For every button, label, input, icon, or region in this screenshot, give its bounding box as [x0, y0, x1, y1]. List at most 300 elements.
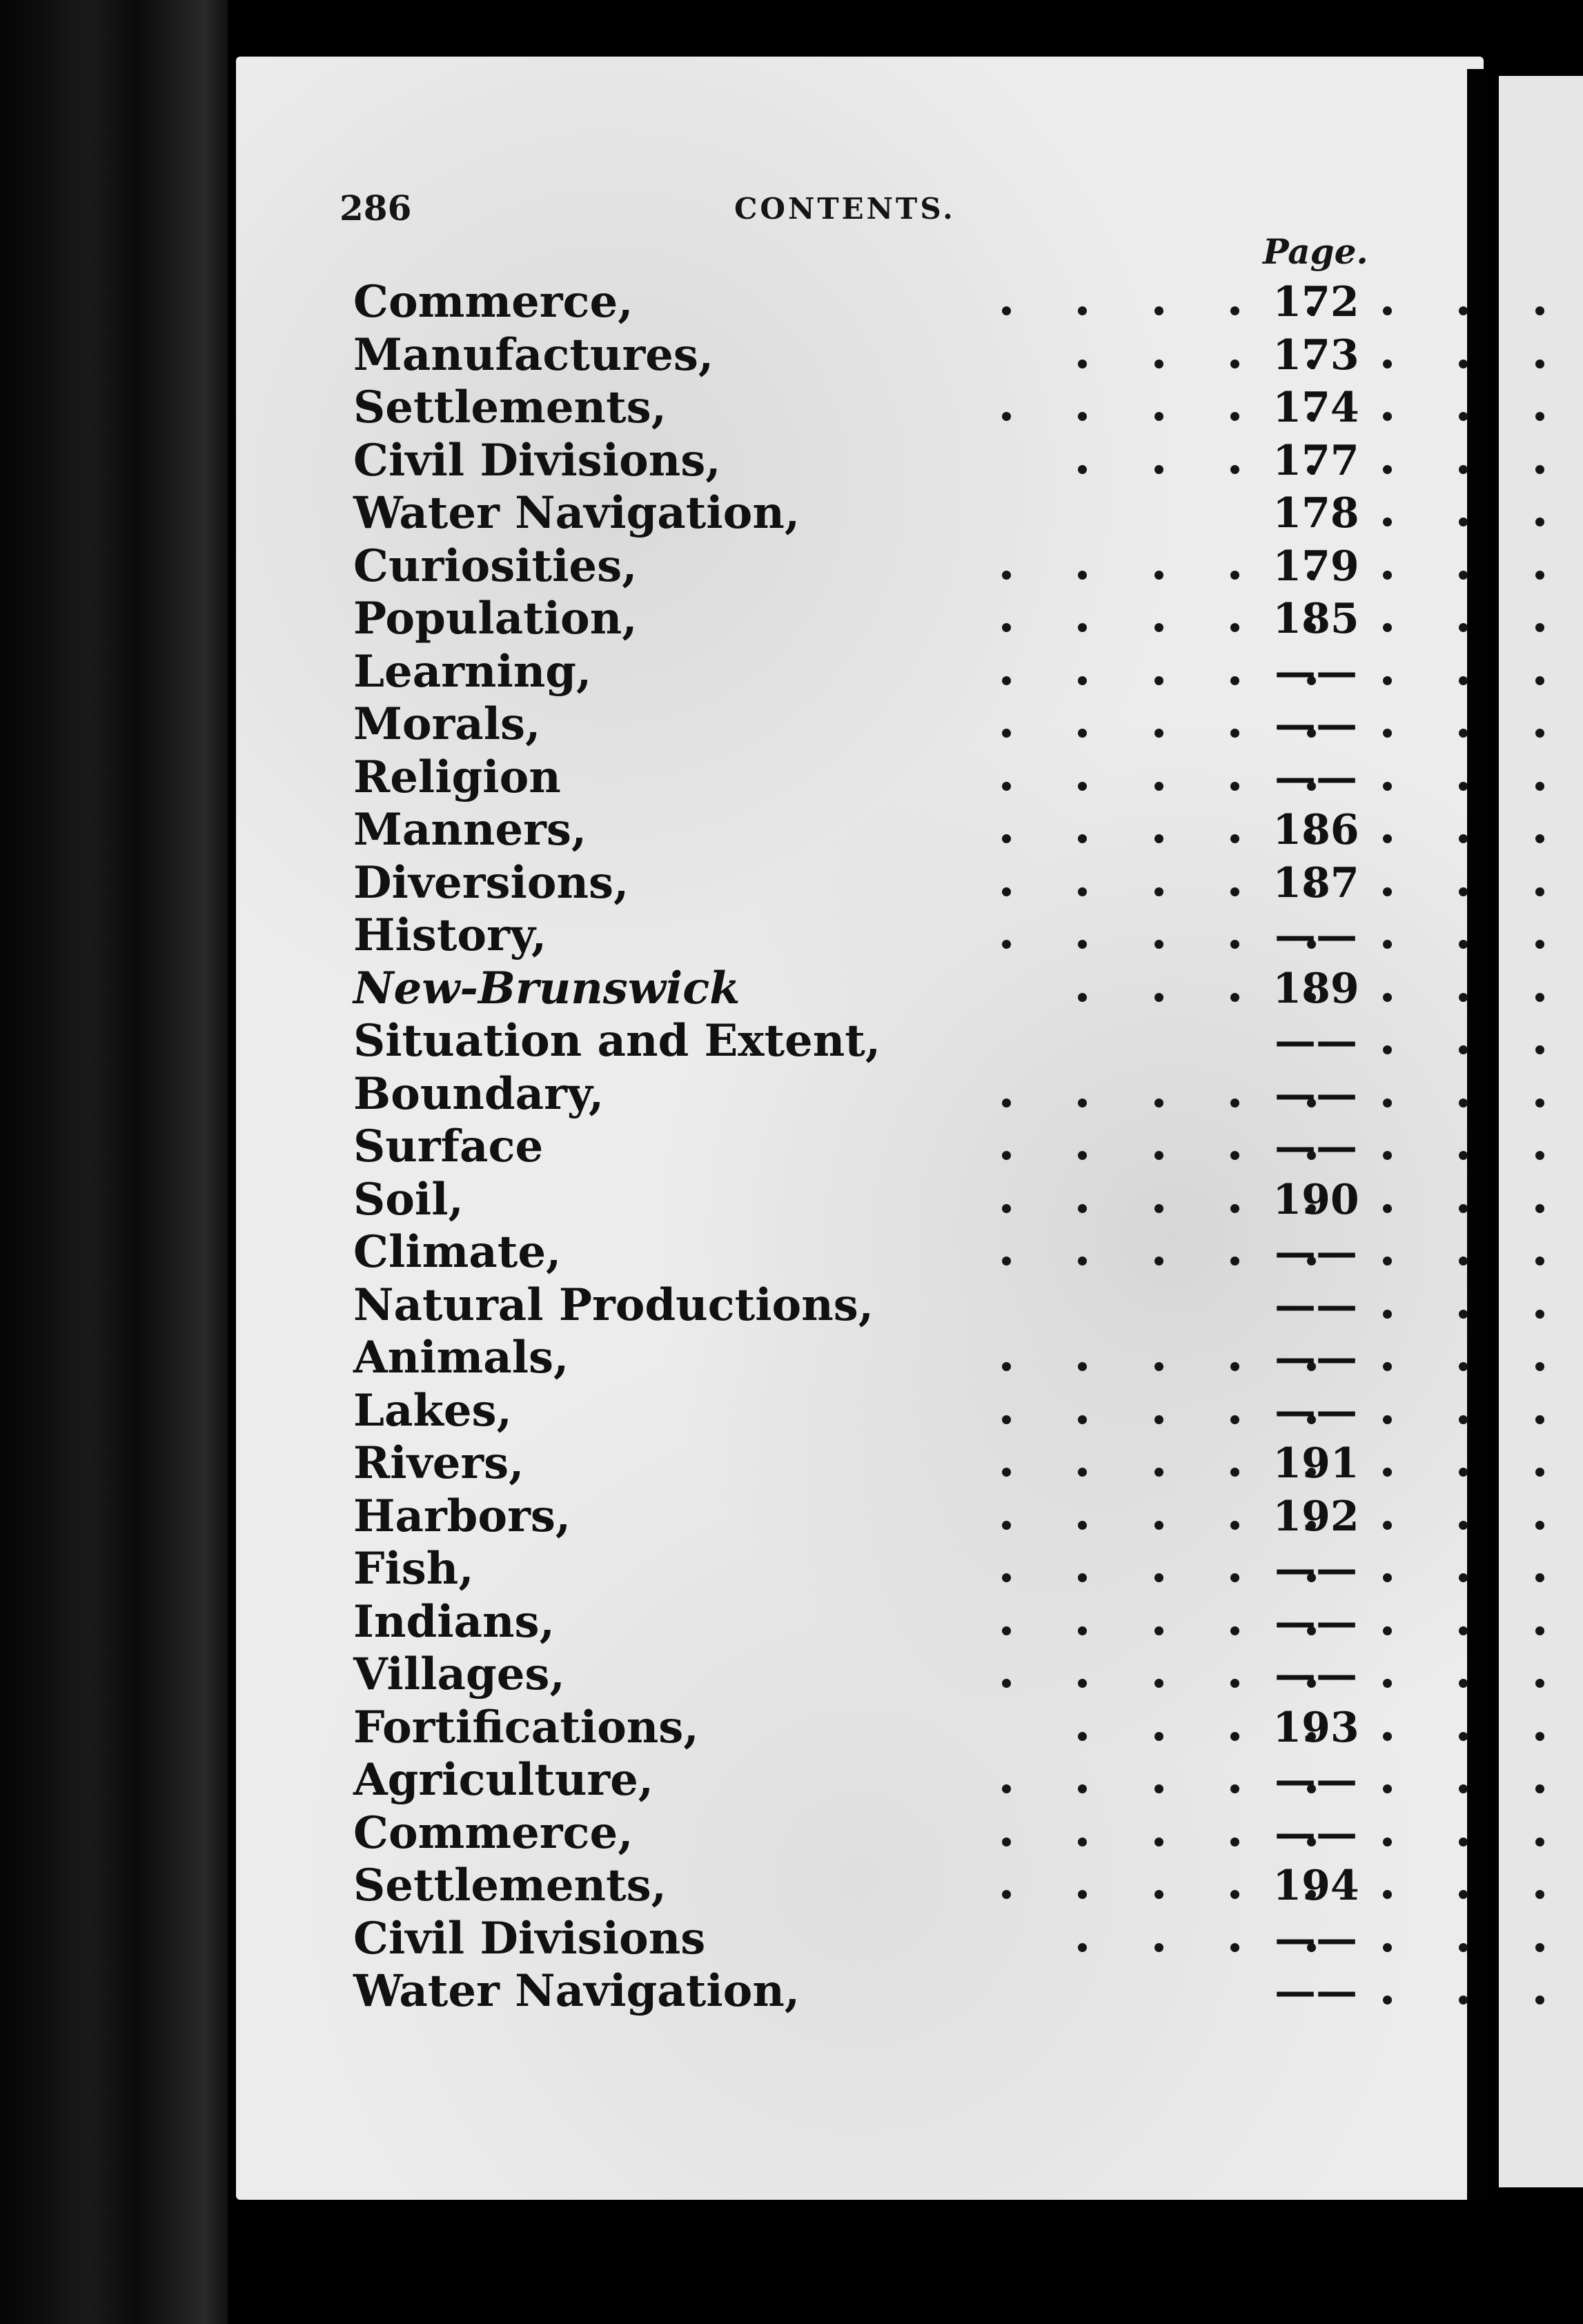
dot-leader [878, 1648, 1568, 1701]
leader-dot [1078, 1890, 1087, 1899]
leader-dot [1230, 1257, 1239, 1266]
leader-dot [1154, 1732, 1163, 1741]
leader-dot [1535, 676, 1544, 685]
leader-dot [1154, 1626, 1163, 1635]
toc-entry-label: Villages, [353, 1648, 565, 1700]
leader-dot [1230, 1362, 1239, 1371]
toc-entry-label: Diversions, [353, 856, 629, 909]
leader-dot [1230, 887, 1239, 896]
leader-dot [1535, 1204, 1544, 1213]
leader-dot [1459, 518, 1468, 526]
toc-entry [353, 276, 1375, 329]
dot-leader [878, 329, 1568, 382]
leader-dot [1459, 1732, 1468, 1741]
toc-entry-label: Fish, [353, 1543, 474, 1595]
leader-dot [1230, 1838, 1239, 1847]
leader-dot [1078, 676, 1087, 685]
toc-entry [353, 1543, 1375, 1596]
leader-dot [1383, 1045, 1392, 1054]
leader-dot [1459, 1943, 1468, 1952]
toc-entry-label: Learning, [353, 645, 592, 698]
leader-dot [1459, 465, 1468, 474]
leader-dot [1459, 1257, 1468, 1266]
leader-dot [1535, 1468, 1544, 1477]
leader-dot [1154, 465, 1163, 474]
toc-entry [353, 1860, 1375, 1913]
toc-entry [353, 1068, 1375, 1121]
toc-entry [353, 1965, 1375, 2018]
leader-dot [1154, 1784, 1163, 1793]
toc-entry [353, 1490, 1375, 1544]
toc-entry-page: 189 [1272, 964, 1359, 1013]
leader-dot [1154, 1468, 1163, 1477]
leader-dot [1078, 1573, 1087, 1582]
leader-dot [1535, 465, 1544, 474]
toc-entry-page: —— [1275, 1597, 1357, 1646]
leader-dot [1535, 1784, 1544, 1793]
toc-entry-label: History, [353, 909, 547, 961]
toc-entry-page: —— [1275, 1334, 1357, 1382]
toc-entry-label: Climate, [353, 1226, 562, 1278]
leader-dot [1154, 1679, 1163, 1688]
leader-dot [1383, 1151, 1392, 1160]
leader-dot [1383, 676, 1392, 685]
leader-dot [1230, 412, 1239, 421]
leader-dot [1535, 1626, 1544, 1635]
toc-entry-label: Water Navigation, [353, 1965, 800, 2017]
dot-leader [878, 1490, 1568, 1543]
leader-dot [1459, 729, 1468, 738]
page-number: 286 [340, 188, 412, 228]
toc-entry [353, 963, 1375, 1016]
toc-entry-label: Harbors, [353, 1490, 571, 1542]
leader-dot [1078, 1626, 1087, 1635]
toc-entry-page: 172 [1272, 278, 1359, 326]
leader-dot [1154, 1362, 1163, 1371]
leader-dot [1230, 1099, 1239, 1107]
leader-dot [1002, 571, 1011, 580]
leader-dot [1383, 1943, 1392, 1952]
toc-entry-label: Commerce, [353, 276, 633, 328]
toc-entry-label: Natural Productions, [353, 1279, 874, 1331]
leader-dot [1002, 1784, 1011, 1793]
toc-entry [353, 1226, 1375, 1279]
leader-dot [1459, 782, 1468, 791]
leader-dot [1078, 360, 1087, 368]
dot-leader [878, 646, 1568, 698]
leader-dot [1535, 1099, 1544, 1107]
toc-entry-label: Morals, [353, 698, 541, 750]
leader-dot [1230, 1468, 1239, 1477]
dot-leader [878, 1913, 1568, 1965]
toc-entry-page: 179 [1272, 542, 1359, 591]
toc-entry-page: —— [1275, 647, 1357, 696]
leader-dot [1078, 1204, 1087, 1213]
leader-dot [1230, 1415, 1239, 1424]
leader-dot [1002, 1890, 1011, 1899]
leader-dot [1535, 993, 1544, 1002]
dot-leader [878, 1702, 1568, 1754]
toc-entry-label: Boundary, [353, 1067, 604, 1120]
leader-dot [1459, 1415, 1468, 1424]
leader-dot [1459, 1996, 1468, 2005]
leader-dot [1154, 887, 1163, 896]
toc-entry-label: Manufactures, [353, 328, 714, 381]
dot-leader [878, 1174, 1568, 1226]
toc-entry [353, 804, 1375, 857]
leader-dot [1002, 1626, 1011, 1635]
leader-dot [1230, 306, 1239, 315]
toc-entry-label: Curiosities, [353, 540, 638, 592]
dot-leader [878, 276, 1568, 328]
leader-dot [1002, 782, 1011, 791]
toc-entry-label: Surface [353, 1121, 544, 1172]
toc-entry [353, 487, 1375, 540]
leader-dot [1154, 1943, 1163, 1952]
dot-leader [878, 751, 1568, 804]
leader-dot [1459, 412, 1468, 421]
leader-dot [1383, 1362, 1392, 1371]
leader-dot [1535, 1996, 1544, 2005]
leader-dot [1154, 360, 1163, 368]
toc-entry [353, 1015, 1375, 1068]
leader-dot [1383, 1732, 1392, 1741]
leader-dot [1154, 782, 1163, 791]
toc-entry-label: Soil, [353, 1173, 464, 1225]
toc-entry-page: 191 [1272, 1439, 1359, 1488]
dot-leader [878, 1385, 1568, 1437]
toc-entry-label: Lakes, [353, 1384, 512, 1437]
dot-leader [878, 1437, 1568, 1490]
leader-dot [1535, 623, 1544, 632]
leader-dot [1383, 623, 1392, 632]
leader-dot [1230, 1732, 1239, 1741]
leader-dot [1535, 1362, 1544, 1371]
dot-leader [878, 487, 1568, 540]
leader-dot [1535, 1045, 1544, 1054]
leader-dot [1535, 1151, 1544, 1160]
toc-entry-label: Manners, [353, 804, 587, 856]
dot-leader [878, 1226, 1568, 1279]
leader-dot [1535, 360, 1544, 368]
leader-dot [1535, 1732, 1544, 1741]
leader-dot [1535, 940, 1544, 949]
toc-entry-page: —— [1275, 1228, 1357, 1277]
leader-dot [1230, 1943, 1239, 1952]
leader-dot [1383, 1890, 1392, 1899]
leader-dot [1154, 1573, 1163, 1582]
leader-dot [1535, 518, 1544, 526]
toc-entry [353, 646, 1375, 699]
leader-dot [1535, 1310, 1544, 1319]
leader-dot [1002, 940, 1011, 949]
leader-dot [1383, 993, 1392, 1002]
leader-dot [1154, 1257, 1163, 1266]
leader-dot [1154, 1099, 1163, 1107]
leader-dot [1154, 1204, 1163, 1213]
leader-dot [1459, 1521, 1468, 1530]
toc-entry-label: New-Brunswick [353, 962, 740, 1014]
leader-dot [1230, 465, 1239, 474]
leader-dot [1154, 1151, 1163, 1160]
leader-dot [1002, 1151, 1011, 1160]
table-of-contents [353, 276, 1375, 2018]
leader-dot [1383, 518, 1392, 526]
toc-entry-page: 178 [1272, 489, 1359, 538]
toc-entry-page: —— [1275, 1967, 1357, 2016]
leader-dot [1230, 834, 1239, 843]
leader-dot [1383, 1573, 1392, 1582]
leader-dot [1459, 1362, 1468, 1371]
leader-dot [1078, 1415, 1087, 1424]
leader-dot [1459, 834, 1468, 843]
toc-entry-page: 185 [1272, 595, 1359, 643]
toc-entry [353, 382, 1375, 435]
toc-entry [353, 857, 1375, 910]
toc-entry-page: —— [1275, 1070, 1357, 1119]
toc-entry-page: —— [1275, 1386, 1357, 1435]
toc-entry [353, 1385, 1375, 1438]
leader-dot [1154, 729, 1163, 738]
leader-dot [1002, 1204, 1011, 1213]
dot-leader [878, 1860, 1568, 1912]
toc-entry-label: Rivers, [353, 1437, 524, 1489]
leader-dot [1002, 1415, 1011, 1424]
leader-dot [1078, 623, 1087, 632]
toc-entry [353, 1807, 1375, 1860]
toc-entry-page: 173 [1272, 331, 1359, 380]
leader-dot [1230, 1151, 1239, 1160]
leader-dot [1078, 1943, 1087, 1952]
dot-leader [878, 435, 1568, 487]
leader-dot [1078, 1679, 1087, 1688]
dot-leader [878, 698, 1568, 751]
leader-dot [1459, 1310, 1468, 1319]
toc-entry [353, 1754, 1375, 1807]
dot-leader [878, 1754, 1568, 1806]
leader-dot [1535, 1943, 1544, 1952]
leader-dot [1154, 571, 1163, 580]
leader-dot [1230, 676, 1239, 685]
leader-dot [1078, 1257, 1087, 1266]
dot-leader [878, 1068, 1568, 1121]
leader-dot [1535, 1679, 1544, 1688]
leader-dot [1078, 1838, 1087, 1847]
leader-dot [1383, 1784, 1392, 1793]
leader-dot [1383, 465, 1392, 474]
leader-dot [1002, 623, 1011, 632]
book-binding-edge [0, 0, 228, 2324]
toc-entry [353, 540, 1375, 593]
leader-dot [1230, 360, 1239, 368]
leader-dot [1459, 1468, 1468, 1477]
running-title: CONTENTS. [734, 192, 956, 226]
leader-dot [1383, 1310, 1392, 1319]
leader-dot [1230, 1204, 1239, 1213]
leader-dot [1230, 1521, 1239, 1530]
leader-dot [1383, 1468, 1392, 1477]
leader-dot [1078, 465, 1087, 474]
leader-dot [1078, 887, 1087, 896]
leader-dot [1383, 1626, 1392, 1635]
toc-entry [353, 1174, 1375, 1227]
toc-entry [353, 1596, 1375, 1649]
toc-entry-page: —— [1275, 1545, 1357, 1593]
leader-dot [1002, 1573, 1011, 1582]
leader-dot [1002, 1679, 1011, 1688]
toc-entry-label: Commerce, [353, 1806, 633, 1859]
leader-dot [1383, 1257, 1392, 1266]
dot-leader [878, 1807, 1568, 1860]
leader-dot [1383, 729, 1392, 738]
toc-entry-page: —— [1275, 1809, 1357, 1858]
dot-leader [878, 1332, 1568, 1384]
leader-dot [1535, 1573, 1544, 1582]
leader-dot [1230, 571, 1239, 580]
dot-leader [878, 1279, 1568, 1332]
leader-dot [1459, 360, 1468, 368]
leader-dot [1459, 1890, 1468, 1899]
leader-dot [1535, 1257, 1544, 1266]
toc-entry [353, 1279, 1375, 1332]
toc-entry-page: 187 [1272, 858, 1359, 907]
leader-dot [1535, 887, 1544, 896]
leader-dot [1383, 887, 1392, 896]
leader-dot [1078, 1151, 1087, 1160]
leader-dot [1002, 1099, 1011, 1107]
dot-leader [878, 1596, 1568, 1648]
leader-dot [1078, 306, 1087, 315]
toc-entry-label: Settlements, [353, 1860, 667, 1911]
leader-dot [1078, 729, 1087, 738]
toc-entry-label: Agriculture, [353, 1754, 654, 1806]
toc-entry-page: —— [1275, 1281, 1357, 1330]
leader-dot [1459, 1838, 1468, 1847]
toc-entry-page: —— [1275, 1123, 1357, 1171]
leader-dot [1459, 1045, 1468, 1054]
leader-dot [1002, 306, 1011, 315]
toc-entry [353, 698, 1375, 751]
toc-entry-page: 177 [1272, 436, 1359, 485]
toc-entry-label: Situation and Extent, [353, 1015, 881, 1067]
leader-dot [1459, 623, 1468, 632]
leader-dot [1459, 1784, 1468, 1793]
toc-entry-page: 192 [1272, 1492, 1359, 1541]
leader-dot [1383, 1679, 1392, 1688]
leader-dot [1383, 1204, 1392, 1213]
leader-dot [1078, 1468, 1087, 1477]
toc-entry [353, 593, 1375, 646]
leader-dot [1383, 306, 1392, 315]
toc-entry [353, 329, 1375, 382]
leader-dot [1154, 676, 1163, 685]
toc-entry [353, 1648, 1375, 1702]
leader-dot [1078, 782, 1087, 791]
leader-dot [1230, 1890, 1239, 1899]
leader-dot [1078, 834, 1087, 843]
dot-leader [878, 909, 1568, 962]
leader-dot [1230, 1784, 1239, 1793]
leader-dot [1154, 1838, 1163, 1847]
leader-dot [1078, 993, 1087, 1002]
leader-dot [1230, 782, 1239, 791]
leader-dot [1535, 834, 1544, 843]
leader-dot [1383, 782, 1392, 791]
leader-dot [1459, 993, 1468, 1002]
dot-leader [878, 1543, 1568, 1595]
leader-dot [1154, 1890, 1163, 1899]
toc-entry-page: —— [1275, 1017, 1357, 1065]
leader-dot [1535, 729, 1544, 738]
toc-entry-page: —— [1275, 1914, 1357, 1963]
toc-entry-label: Civil Divisions, [353, 434, 721, 486]
leader-dot [1459, 1099, 1468, 1107]
dot-leader [878, 382, 1568, 434]
leader-dot [1230, 623, 1239, 632]
toc-entry-label: Civil Divisions [353, 1912, 706, 1964]
leader-dot [1078, 1732, 1087, 1741]
dot-leader [878, 1965, 1568, 2018]
toc-entry-label: Indians, [353, 1595, 555, 1648]
leader-dot [1230, 1573, 1239, 1582]
toc-entry-page: —— [1275, 753, 1357, 802]
leader-dot [1535, 1415, 1544, 1424]
leader-dot [1078, 1521, 1087, 1530]
toc-entry [353, 1121, 1375, 1174]
leader-dot [1535, 1838, 1544, 1847]
leader-dot [1459, 306, 1468, 315]
leader-dot [1383, 412, 1392, 421]
leader-dot [1383, 940, 1392, 949]
leader-dot [1078, 412, 1087, 421]
toc-entry-page: —— [1275, 1756, 1357, 1804]
page-header [340, 188, 1375, 236]
leader-dot [1383, 1099, 1392, 1107]
leader-dot [1383, 360, 1392, 368]
toc-entry [353, 909, 1375, 963]
toc-entry [353, 435, 1375, 488]
leader-dot [1002, 887, 1011, 896]
leader-dot [1154, 306, 1163, 315]
leader-dot [1002, 729, 1011, 738]
leader-dot [1078, 940, 1087, 949]
leader-dot [1154, 834, 1163, 843]
toc-entry-page: 193 [1272, 1703, 1359, 1752]
leader-dot [1459, 571, 1468, 580]
toc-entry-page: 190 [1272, 1175, 1359, 1224]
leader-dot [1459, 1204, 1468, 1213]
leader-dot [1383, 571, 1392, 580]
dot-leader [878, 1015, 1568, 1067]
leader-dot [1383, 834, 1392, 843]
toc-entry-label: Population, [353, 593, 638, 644]
leader-dot [1459, 1151, 1468, 1160]
leader-dot [1459, 940, 1468, 949]
leader-dot [1230, 940, 1239, 949]
toc-entry-label: Religion [353, 751, 561, 803]
toc-entry-page: 174 [1272, 384, 1359, 432]
leader-dot [1002, 1362, 1011, 1371]
leader-dot [1535, 1521, 1544, 1530]
leader-dot [1002, 1468, 1011, 1477]
leader-dot [1535, 782, 1544, 791]
leader-dot [1459, 1573, 1468, 1582]
leader-dot [1459, 676, 1468, 685]
leader-dot [1002, 676, 1011, 685]
toc-entry-label: Animals, [353, 1332, 569, 1383]
leader-dot [1383, 1415, 1392, 1424]
dot-leader [878, 963, 1568, 1015]
